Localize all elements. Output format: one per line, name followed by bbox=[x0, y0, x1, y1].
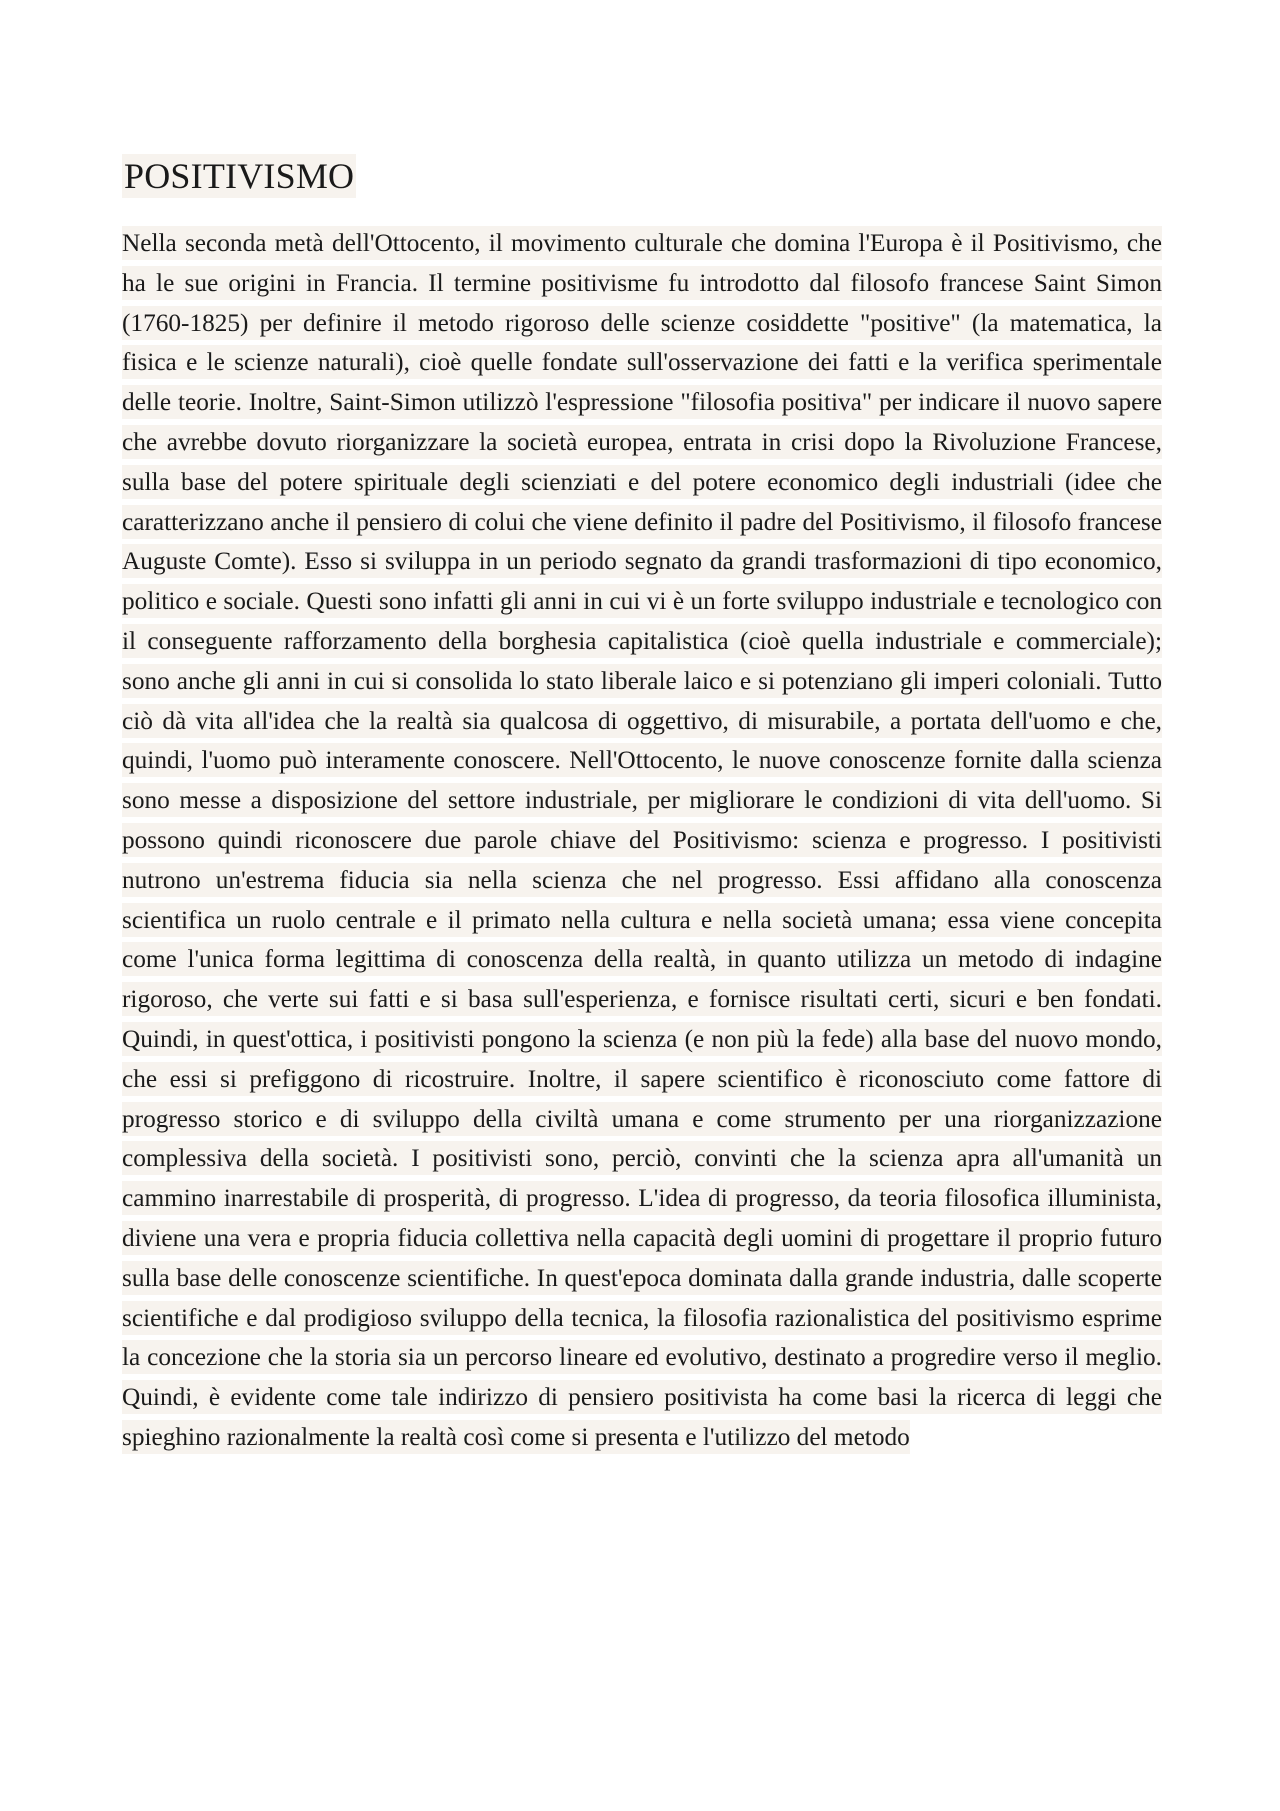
document-title: POSITIVISMO bbox=[124, 156, 355, 196]
document-body bbox=[122, 224, 1162, 1458]
body-paragraph-text: Nella seconda metà dell'Ottocento, il movimento culturale che domina l'Europa è il Positivismo, che ha le sue origini in Francia. Il termine positivisme fu introdotto dal filosofo francese Saint Simon (1760-1825) per definire il metodo rigoroso delle scienze cosiddette "positive" (la matematica, la fisica e le scienze naturali), cioè quelle fondate sull'osservazione dei fatti e la verifica sperimentale delle teorie. Inoltre, Saint-Simon utilizzò l'espressione "filosofia positiva" per indicare il nuovo sapere che avrebbe dovuto riorganizzare la società europea, entrata in crisi dopo la Rivoluzione Francese, sulla base del potere spirituale degli scienziati e del potere economico degli industriali (idee che caratterizzano anche il pensiero di colui che viene definito il padre del Positivismo, il filosofo francese Auguste Comte). Esso si sviluppa in un periodo segnato da grandi trasformazioni di tipo economico, politico e sociale. Questi sono infatti gli anni in cui vi è un forte sviluppo industriale e tecnologico con il conseguente rafforzamento della borghesia capitalistica (cioè quella industriale e commerciale); sono anche gli anni in cui si consolida lo stato liberale laico e si potenziano gli imperi coloniali. Tutto ciò dà vita all'idea che la realtà sia qualcosa di oggettivo, di misurabile, a portata dell'uomo e che, quindi, l'uomo può interamente conoscere. Nell'Ottocento, le nuove conoscenze fornite dalla scienza sono messe a disposizione del settore industriale, per migliorare le condizioni di vita dell'uomo. Si possono quindi riconoscere due parole chiave del Positivismo: scienza e progresso. I positivisti nutrono un'estrema fiducia sia nella scienza che nel progresso. Essi affidano alla conoscenza scientifica un ruolo centrale e il primato nella cultura e nella società umana; essa viene concepita come l'unica forma legittima di conoscenza della realtà, in quanto utilizza un metodo di indagine rigoroso, che verte sui fatti e si basa sull'esperienza, e fornisce risultati certi, sicuri e ben fondati. Quindi, in quest'ottica, i positivisti pongono la scienza (e non più la fede) alla base del nuovo mondo, che essi si prefiggono di ricostruire. Inoltre, il sapere scientifico è riconosciuto come fattore di progresso storico e di sviluppo della civiltà umana e come strumento per una riorganizzazione complessiva della società. I positivisti sono, perciò, convinti che la scienza apra all'umanità un cammino inarrestabile di prosperità, di progresso. L'idea di progresso, da teoria filosofica illuminista, diviene una vera e propria fiducia collettiva nella capacità degli uomini di progettare il proprio futuro sulla base delle conoscenze scientifiche. In quest'epoca dominata dalla grande industria, dalle scoperte scientifiche e dal prodigioso sviluppo della tecnica, la filosofia razionalistica del positivismo esprime la concezione che la storia sia un percorso lineare ed evolutivo, destinato a progredire verso il meglio. Quindi, è evidente come tale indirizzo di pensiero positivista ha come basi la ricerca di leggi che spieghino razionalmente la realtà così come si presenta e l'utilizzo del metodo bbox=[122, 226, 1162, 1454]
